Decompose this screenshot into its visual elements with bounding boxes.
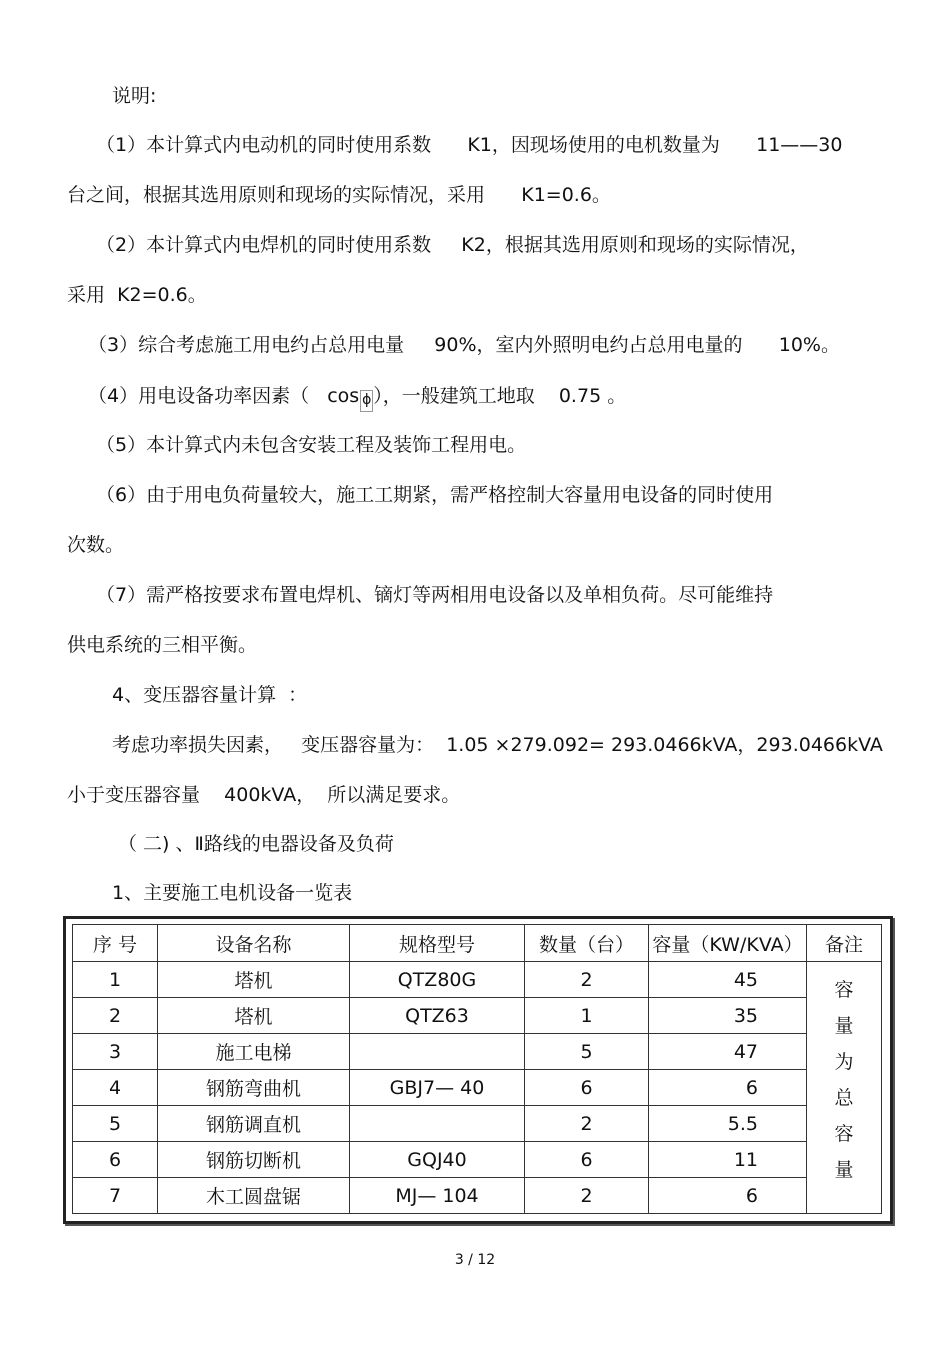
cell-index: 2 [73,998,158,1034]
cell-index: 6 [73,1142,158,1178]
header-quantity: 数量（台） [525,925,649,962]
phi-symbol: ϕ [360,390,373,412]
cell-remarks [807,962,882,1214]
table-row [73,1178,882,1214]
transformer-calc-line-1: 考虑功率损失因素， 变压器容量为： 1.05 ×279.092= 293.0466kVA，293.0466kVA [112,734,883,756]
cell-capacity: 5.5 [649,1106,807,1142]
cell-model: GBJ7— 40 [350,1070,525,1106]
note-7-line-2: 供电系统的三相平衡。 [67,634,258,656]
note-6-line-1: （6）由于用电负荷量较大，施工工期紧，需严格控制大容量用电设备的同时使用 [96,484,774,506]
cell-model: QTZ80G [350,962,525,998]
section-route-2-title: （ 二) 、Ⅱ路线的电器设备及负荷 [118,833,394,855]
page-number: 3 / 12 [454,1252,496,1268]
equipment-table-frame [63,916,893,1224]
cell-quantity: 1 [525,998,649,1034]
cell-quantity: 5 [525,1034,649,1070]
cell-quantity: 2 [525,1178,649,1214]
heading-explanation: 说明: [112,85,157,107]
cell-capacity: 47 [649,1034,807,1070]
header-model: 规格型号 [350,925,525,962]
cell-index: 4 [73,1070,158,1106]
equipment-table-title: 1、主要施工电机设备一览表 [112,882,353,904]
table-row [73,998,882,1034]
cell-model [350,1034,525,1070]
cell-name: 钢筋切断机 [158,1142,350,1178]
cell-name: 钢筋调直机 [158,1106,350,1142]
table-row [73,962,882,998]
note-6-line-2: 次数。 [67,534,125,556]
table-row [73,1106,882,1142]
table-row [73,1142,882,1178]
header-remarks: 备注 [807,925,882,962]
note-1-line-2: 台之间，根据其选用原则和现场的实际情况，采用 K1=0.6。 [67,184,611,206]
cell-name: 塔机 [158,962,350,998]
note-7-line-1: （7）需严格按要求布置电焊机、镝灯等两相用电设备以及单相负荷。尽可能维持 [96,584,774,606]
section-transformer-title: 4、变压器容量计算 ： [112,684,308,706]
cell-name: 木工圆盘锯 [158,1178,350,1214]
remark-char: 量 [834,1159,854,1181]
table-header-row [73,925,882,962]
cell-capacity: 11 [649,1142,807,1178]
cell-model: MJ— 104 [350,1178,525,1214]
note-5: （5）本计算式内未包含安装工程及装饰工程用电。 [96,434,527,456]
note-4 [88,384,626,412]
cell-model: QTZ63 [350,998,525,1034]
note-4-start: （4）用电设备功率因素（ cos [88,385,360,407]
cell-quantity: 6 [525,1070,649,1106]
cell-name: 施工电梯 [158,1034,350,1070]
transformer-calc-line-2: 小于变压器容量 400kVA， 所以满足要求。 [67,784,461,806]
cell-quantity: 2 [525,1106,649,1142]
cell-capacity: 6 [649,1070,807,1106]
equipment-table [72,924,882,1214]
cell-name: 塔机 [158,998,350,1034]
remark-char: 总 [834,1087,854,1109]
table-row [73,1070,882,1106]
remark-char: 为 [834,1051,854,1073]
header-index: 序 号 [73,925,158,962]
cell-capacity: 45 [649,962,807,998]
remark-char: 容 [834,1123,854,1145]
header-equipment-name: 设备名称 [158,925,350,962]
header-capacity: 容量（KW/KVA） [649,925,807,962]
cell-index: 5 [73,1106,158,1142]
note-3: （3）综合考虑施工用电约占总用电量 90%，室内外照明电约占总用电量的 10%。 [88,334,840,356]
note-1-line-1: （1）本计算式内电动机的同时使用系数 K1，因现场使用的电机数量为 11——30 [96,134,843,156]
note-2-line-2: 采用 K2=0.6。 [67,284,207,306]
cell-capacity: 35 [649,998,807,1034]
cell-capacity: 6 [649,1178,807,1214]
cell-index: 7 [73,1178,158,1214]
cell-quantity: 6 [525,1142,649,1178]
cell-index: 3 [73,1034,158,1070]
cell-model: GQJ40 [350,1142,525,1178]
table-row [73,1034,882,1070]
cell-name: 钢筋弯曲机 [158,1070,350,1106]
cell-index: 1 [73,962,158,998]
cell-model [350,1106,525,1142]
note-2-line-1: （2）本计算式内电焊机的同时使用系数 K2，根据其选用原则和现场的实际情况， [96,234,809,256]
remark-char: 容 [834,979,854,1001]
note-4-end: ），一般建筑工地取 0.75 。 [373,385,627,407]
remark-char: 量 [834,1015,854,1037]
cell-quantity: 2 [525,962,649,998]
